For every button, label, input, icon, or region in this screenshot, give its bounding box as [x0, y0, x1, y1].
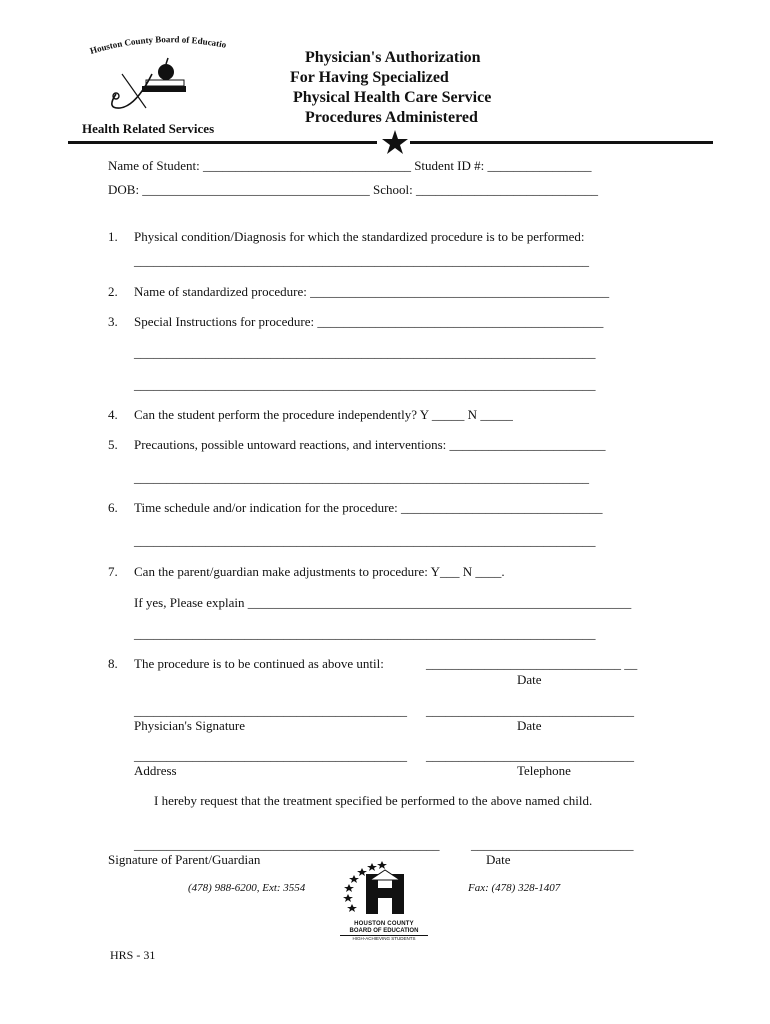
item-2-question[interactable]: Name of standardized procedure: ______________________________________________: [134, 284, 610, 299]
svg-text:Houston County Board of Educat: [86, 34, 228, 56]
header-rule-right: [410, 141, 713, 144]
telephone-label: Telephone: [517, 763, 571, 778]
item-8-question: The procedure is to be continued as above until:: [134, 656, 384, 671]
board-logo-graphic: [340, 860, 428, 916]
item-2-number: 2.: [108, 284, 118, 299]
item-4-number: 4.: [108, 407, 118, 422]
item-1-question: Physical condition/Diagnosis for which the standardized procedure is to be performed:: [134, 229, 585, 244]
physician-signature-line[interactable]: __________________________________________: [134, 703, 407, 718]
title-line-4: Procedures Administered: [305, 109, 478, 126]
item-5-question[interactable]: Precautions, possible untoward reactions, and interventions: ________________________: [134, 437, 606, 452]
org-logo: [86, 34, 236, 114]
item-8-date-label: Date: [517, 672, 542, 687]
board-logo-line-1: HOUSTON COUNTY: [354, 921, 414, 927]
item-3-number: 3.: [108, 314, 118, 329]
header-rule-left: [68, 141, 377, 144]
physician-date-label: Date: [517, 718, 542, 733]
board-logo: [340, 860, 428, 941]
item-7-answer-line[interactable]: _______________________________________________________________________: [134, 626, 596, 641]
page-title: [290, 48, 491, 128]
parent-signature-line[interactable]: _______________________________________________: [134, 837, 440, 852]
address-line[interactable]: __________________________________________: [134, 748, 407, 763]
item-4-question[interactable]: Can the student perform the procedure independently? Y _____ N _____: [134, 407, 513, 422]
item-6-number: 6.: [108, 500, 118, 515]
student-name-line[interactable]: Name of Student: ________________________________ Student ID #: ________________: [108, 158, 592, 173]
title-line-2: For Having Specialized: [290, 69, 449, 86]
item-1-number: 1.: [108, 229, 118, 244]
org-logo-graphic: [86, 34, 236, 114]
star-icon-graphic: [382, 130, 408, 154]
parent-date-label: Date: [486, 852, 511, 867]
item-5-number: 5.: [108, 437, 118, 452]
physician-date-line[interactable]: ________________________________: [426, 703, 634, 718]
telephone-line[interactable]: ________________________________: [426, 748, 634, 763]
address-label: Address: [134, 763, 177, 778]
item-7-question[interactable]: Can the parent/guardian make adjustments to procedure: Y___ N ____.: [134, 564, 505, 579]
item-3-answer-line-2[interactable]: _______________________________________________________________________: [134, 377, 596, 392]
physician-signature-label: Physician's Signature: [134, 718, 246, 733]
request-statement: I hereby request that the treatment specified be performed to the above named child.: [154, 793, 593, 808]
item-8-number: 8.: [108, 656, 118, 671]
dob-school-line[interactable]: DOB: ___________________________________ School: ____________________________: [108, 182, 599, 197]
title-line-1: Physician's Authorization: [305, 49, 481, 66]
footer-fax: Fax: (478) 328-1407: [468, 882, 561, 894]
star-icon: [382, 130, 408, 159]
item-1-answer-line[interactable]: ______________________________________________________________________: [134, 253, 589, 268]
item-3-question[interactable]: Special Instructions for procedure: ____________________________________________: [134, 314, 604, 329]
footer-phone: (478) 988-6200, Ext: 3554: [188, 882, 306, 894]
parent-signature-label: Signature of Parent/Guardian: [108, 852, 261, 867]
item-6-answer-line[interactable]: _______________________________________________________________________: [134, 533, 596, 548]
item-7-number: 7.: [108, 564, 118, 579]
title-line-3: Physical Health Care Service: [293, 89, 492, 106]
board-logo-line-2: BOARD OF EDUCATION: [349, 928, 419, 934]
item-3-answer-line-1[interactable]: _______________________________________________________________________: [134, 345, 596, 360]
form-code: HRS - 31: [110, 948, 156, 962]
item-5-answer-line[interactable]: ______________________________________________________________________: [134, 470, 589, 485]
item-6-question[interactable]: Time schedule and/or indication for the procedure: _______________________________: [134, 500, 603, 515]
parent-date-line[interactable]: _________________________: [471, 837, 634, 852]
item-8-date-line[interactable]: ______________________________ __: [426, 656, 638, 671]
department-label: Health Related Services: [82, 121, 215, 136]
item-7-explain-line[interactable]: If yes, Please explain ___________________________________________________________: [134, 595, 632, 610]
board-logo-line-3: HIGH-ACHIEVING STUDENTS: [340, 935, 428, 942]
org-logo-arc-text: Houston County Board of Educatio: [88, 34, 228, 56]
